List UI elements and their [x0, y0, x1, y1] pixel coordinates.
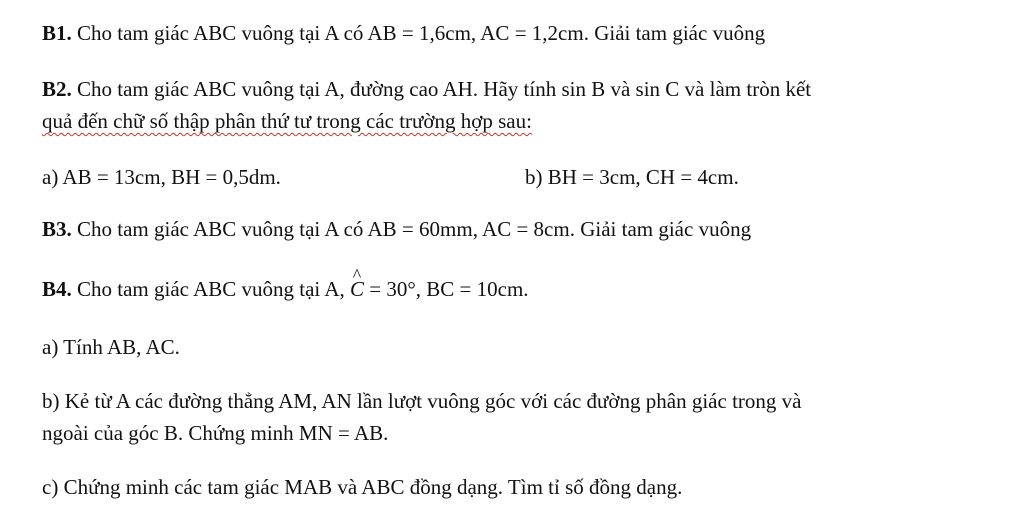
problem-b2-text-cont: quả đến chữ số thập phân thứ tư trong các trường hợp sau:: [42, 109, 532, 133]
problem-b2-part-a-text: a) AB = 13cm, BH = 0,5dm.: [42, 165, 281, 189]
problem-b4: [42, 276, 529, 302]
problem-b4-part-c-text: c) Chứng minh các tam giác MAB và ABC đồng dạng. Tìm tỉ số đồng dạng.: [42, 475, 683, 499]
problem-b4-part-a-text: a) Tính AB, AC.: [42, 335, 180, 359]
angle-c-symbol: ^ C: [350, 276, 364, 302]
problem-b2-line1: [42, 76, 811, 102]
problem-b2-part-b: [525, 164, 739, 190]
problem-b4-text-pre: Cho tam giác ABC vuông tại A,: [71, 277, 351, 301]
problem-b1-text: Cho tam giác ABC vuông tại A có AB = 1,6cm, AC = 1,2cm. Giải tam giác vuông: [71, 21, 766, 45]
problem-b1-label: B1.: [42, 21, 72, 45]
problem-b4-label: B4.: [42, 277, 72, 301]
problem-b4-part-a: [42, 334, 180, 360]
problem-b4-text-post: = 30°, BC = 10cm.: [364, 277, 529, 301]
problem-b2-label: B2.: [42, 77, 72, 101]
problem-b2-text: Cho tam giác ABC vuông tại A, đường cao AH. Hãy tính sin B và sin C và làm tròn kết: [71, 77, 812, 101]
problem-b4-part-b-text: b) Kẻ từ A các đường thẳng AM, AN lần lượt vuông góc với các đường phân giác trong và: [42, 389, 802, 413]
problem-b2-part-b-text: b) BH = 3cm, CH = 4cm.: [525, 165, 739, 189]
problem-b4-part-c: [42, 474, 682, 500]
problem-b2-line2: [42, 108, 532, 134]
problem-b2-part-a: [42, 164, 281, 190]
problem-b3: [42, 216, 751, 242]
problem-b3-text: Cho tam giác ABC vuông tại A có AB = 60mm, AC = 8cm. Giải tam giác vuông: [71, 217, 752, 241]
problem-b4-part-b-text-cont: ngoài của góc B. Chứng minh MN = AB.: [42, 421, 389, 445]
problem-b1: [42, 20, 765, 46]
problem-b3-label: B3.: [42, 217, 72, 241]
problem-b4-part-b-line2: [42, 420, 388, 446]
problem-b4-part-b-line1: [42, 388, 801, 414]
